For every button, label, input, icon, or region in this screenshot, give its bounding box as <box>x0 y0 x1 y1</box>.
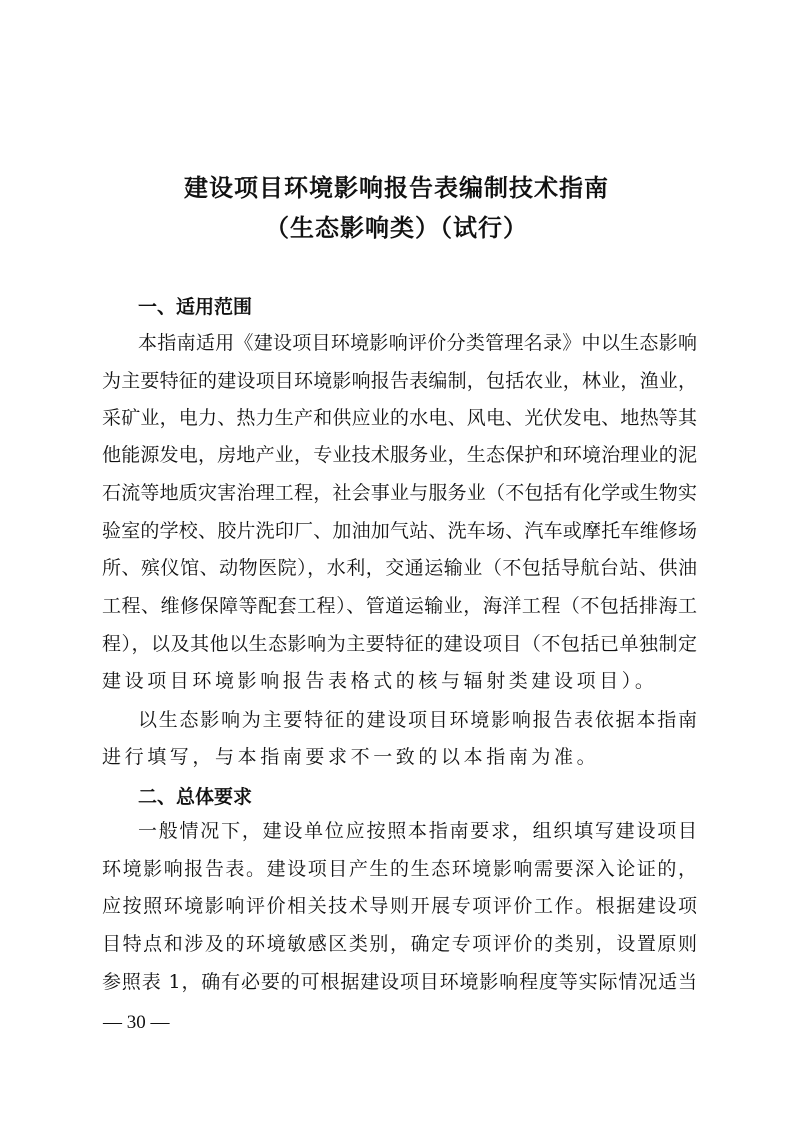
text-line: 以生态影响为主要特征的建设项目环境影响报告表依据本指南 <box>138 709 697 731</box>
text-line: 验室的学校、胶片洗印厂、加油加气站、洗车场、汽车或摩托车维修场 <box>102 520 697 542</box>
text-line: 采矿业，电力、热力生产和供应业的水电、风电、光伏发电、地热等其 <box>102 407 697 429</box>
text-line: 环境影响报告表。建设项目产生的生态环境影响需要深入论证的， <box>102 858 697 880</box>
text-line: 工程、维修保障等配套工程）、管道运输业，海洋工程（不包括排海工 <box>102 595 697 617</box>
document-title: 建设项目环境影响报告表编制技术指南 <box>184 174 609 202</box>
text-line: 本指南适用《建设项目环境影响评价分类管理名录》中以生态影响 <box>138 332 697 354</box>
text-line: 参照表 1，确有必要的可根据建设项目环境影响程度等实际情况适当 <box>102 971 697 993</box>
section-heading-general-requirements: 二、总体要求 <box>138 786 253 808</box>
text-line: 石流等地质灾害治理工程，社会事业与服务业（不包括有化学或生物实 <box>102 482 697 504</box>
document-subtitle: （生态影响类）（试行） <box>265 214 528 242</box>
page-number: — 30 — <box>103 1012 170 1033</box>
text-line: 程），以及其他以生态影响为主要特征的建设项目（不包括已单独制定 <box>102 633 697 655</box>
text-line: 为主要特征的建设项目环境影响报告表编制，包括农业，林业，渔业， <box>102 370 697 392</box>
text-line: 目特点和涉及的环境敏感区类别，确定专项评价的类别，设置原则 <box>102 933 697 955</box>
text-line: 进行填写，与本指南要求不一致的以本指南为准。 <box>102 746 600 768</box>
text-line: 所、殡仪馆、动物医院），水利，交通运输业（不包括导航台站、供油 <box>102 557 697 579</box>
text-line: 应按照环境影响评价相关技术导则开展专项评价工作。根据建设项 <box>102 895 697 917</box>
text-line: 一般情况下，建设单位应按照本指南要求，组织填写建设项目 <box>138 820 697 842</box>
section-heading-scope: 一、适用范围 <box>138 296 253 318</box>
text-line: 他能源发电，房地产业，专业技术服务业，生态保护和环境治理业的泥 <box>102 444 697 466</box>
text-line: 建设项目环境影响报告表格式的核与辐射类建设项目）。 <box>102 670 658 692</box>
